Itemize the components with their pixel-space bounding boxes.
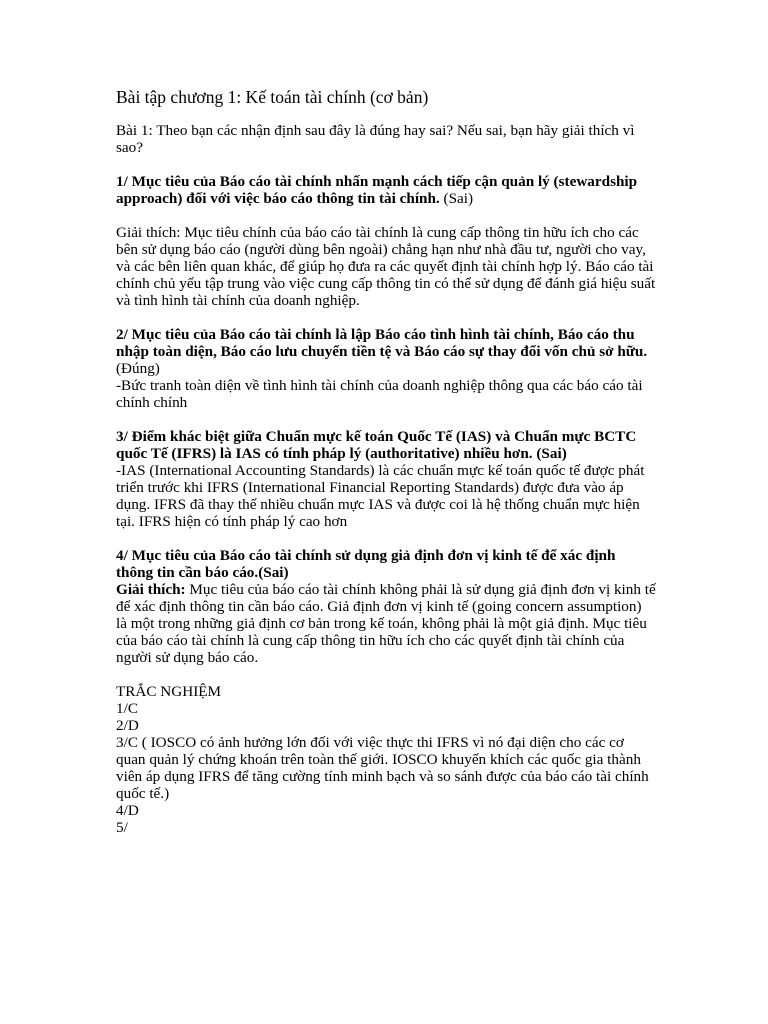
question-2-num: 2/ [116, 326, 132, 343]
question-4-text: Mục tiêu của Báo cáo tài chính sử dụng giả định đơn vị kinh tế để xác định thông tin cần báo cáo.(Sai) [116, 547, 616, 581]
exercise-intro: Bài 1: Theo bạn các nhận định sau đây là đúng hay sai? Nếu sai, bạn hãy giải thích vì sao? [116, 122, 635, 156]
document-title: Bài tập chương 1: Kế toán tài chính (cơ bản) [116, 87, 429, 107]
question-1-verdict: (Sai) [439, 190, 474, 207]
multiple-choice-heading: TRẮC NGHIỆM [116, 683, 222, 700]
question-2-text: Mục tiêu của Báo cáo tài chính là lập Báo cáo tình hình tài chính, Báo cáo thu nhập toàn diện, Báo cáo lưu chuyển tiền tệ và Báo cáo sự thay đổi vốn chủ sở hữu. [116, 326, 648, 360]
document-page [116, 86, 656, 836]
question-4-statement [116, 547, 656, 581]
question-1-explanation: Giải thích: Mục tiêu chính của báo cáo tài chính là cung cấp thông tin hữu ích cho các bên sử dụng báo cáo (người dùng bên ngoài) chẳng hạn như nhà đầu tư, người cho vay, và các bên liên quan khác, để giúp họ đưa ra các quyết định tài chính hợp lý. Báo cáo tài chính chủ yếu tập trung vào việc cung cấp thông tin có thể sử dụng để đánh giá hiệu suất và tình hình tài chính của doanh nghiệp. [116, 224, 656, 309]
question-2 [116, 326, 656, 411]
question-2-explanation: -Bức tranh toàn diện về tình hình tài chính của doanh nghiệp thông qua các báo cáo tài chính chính [116, 377, 643, 411]
multiple-choice-section [116, 683, 656, 836]
question-2-verdict: (Đúng) [116, 360, 160, 377]
question-4-num: 4/ [116, 547, 132, 564]
question-1-statement [116, 173, 656, 207]
question-1-num: 1/ [116, 173, 132, 190]
question-3-num: 3/ [116, 428, 132, 445]
question-1 [116, 173, 656, 207]
question-4-explanation [116, 581, 656, 666]
question-3-explanation: -IAS (International Accounting Standards) là các chuẩn mực kế toán quốc tế được phát triển trước khi IFRS (International Financial Reporting Standards) được đưa vào áp dụng. IFRS đã thay thế nhiều chuẩn mực IAS và được coi là hệ thống chuẩn mực hiện tại. IFRS hiện có tính pháp lý cao hơn [116, 462, 645, 530]
answer-2: 2/D [116, 717, 139, 734]
question-2-statement [116, 326, 656, 377]
answer-3: 3/C ( IOSCO có ảnh hưởng lớn đối với việc thực thi IFRS vì nó đại diện cho các cơ quan quản lý chứng khoán trên toàn thế giới. IOSCO khuyến khích các quốc gia thành viên áp dụng IFRS để tăng cường tính minh bạch và so sánh được của báo cáo tài chính quốc tế.) [116, 734, 649, 802]
question-3 [116, 428, 656, 530]
answer-5: 5/ [116, 819, 128, 836]
question-4 [116, 547, 656, 666]
question-3-text: Điểm khác biệt giữa Chuẩn mực kế toán Quốc Tế (IAS) và Chuẩn mực BCTC quốc Tế (IFRS) là IAS có tính pháp lý (authoritative) nhiều hơn. (Sai) [116, 428, 637, 462]
answer-1: 1/C [116, 700, 138, 717]
question-4-explanation-label: Giải thích: [116, 581, 186, 598]
question-4-explanation-text: Mục tiêu của báo cáo tài chính không phải là sử dụng giả định đơn vị kinh tế để xác định thông tin cần báo cáo. Giả định đơn vị kinh tế (going concern assumption) là một trong những giả định cơ bản trong kế toán, không phải là một giả định. Mục tiêu của báo cáo tài chính là cung cấp thông tin hữu ích cho các quyết định tài chính của người sử dụng báo cáo. [116, 581, 656, 666]
answer-4: 4/D [116, 802, 139, 819]
question-1-text: Mục tiêu của Báo cáo tài chính nhấn mạnh cách tiếp cận quản lý (stewardship approach) đối với việc báo cáo thông tin tài chính. [116, 173, 638, 207]
question-3-statement [116, 428, 656, 462]
